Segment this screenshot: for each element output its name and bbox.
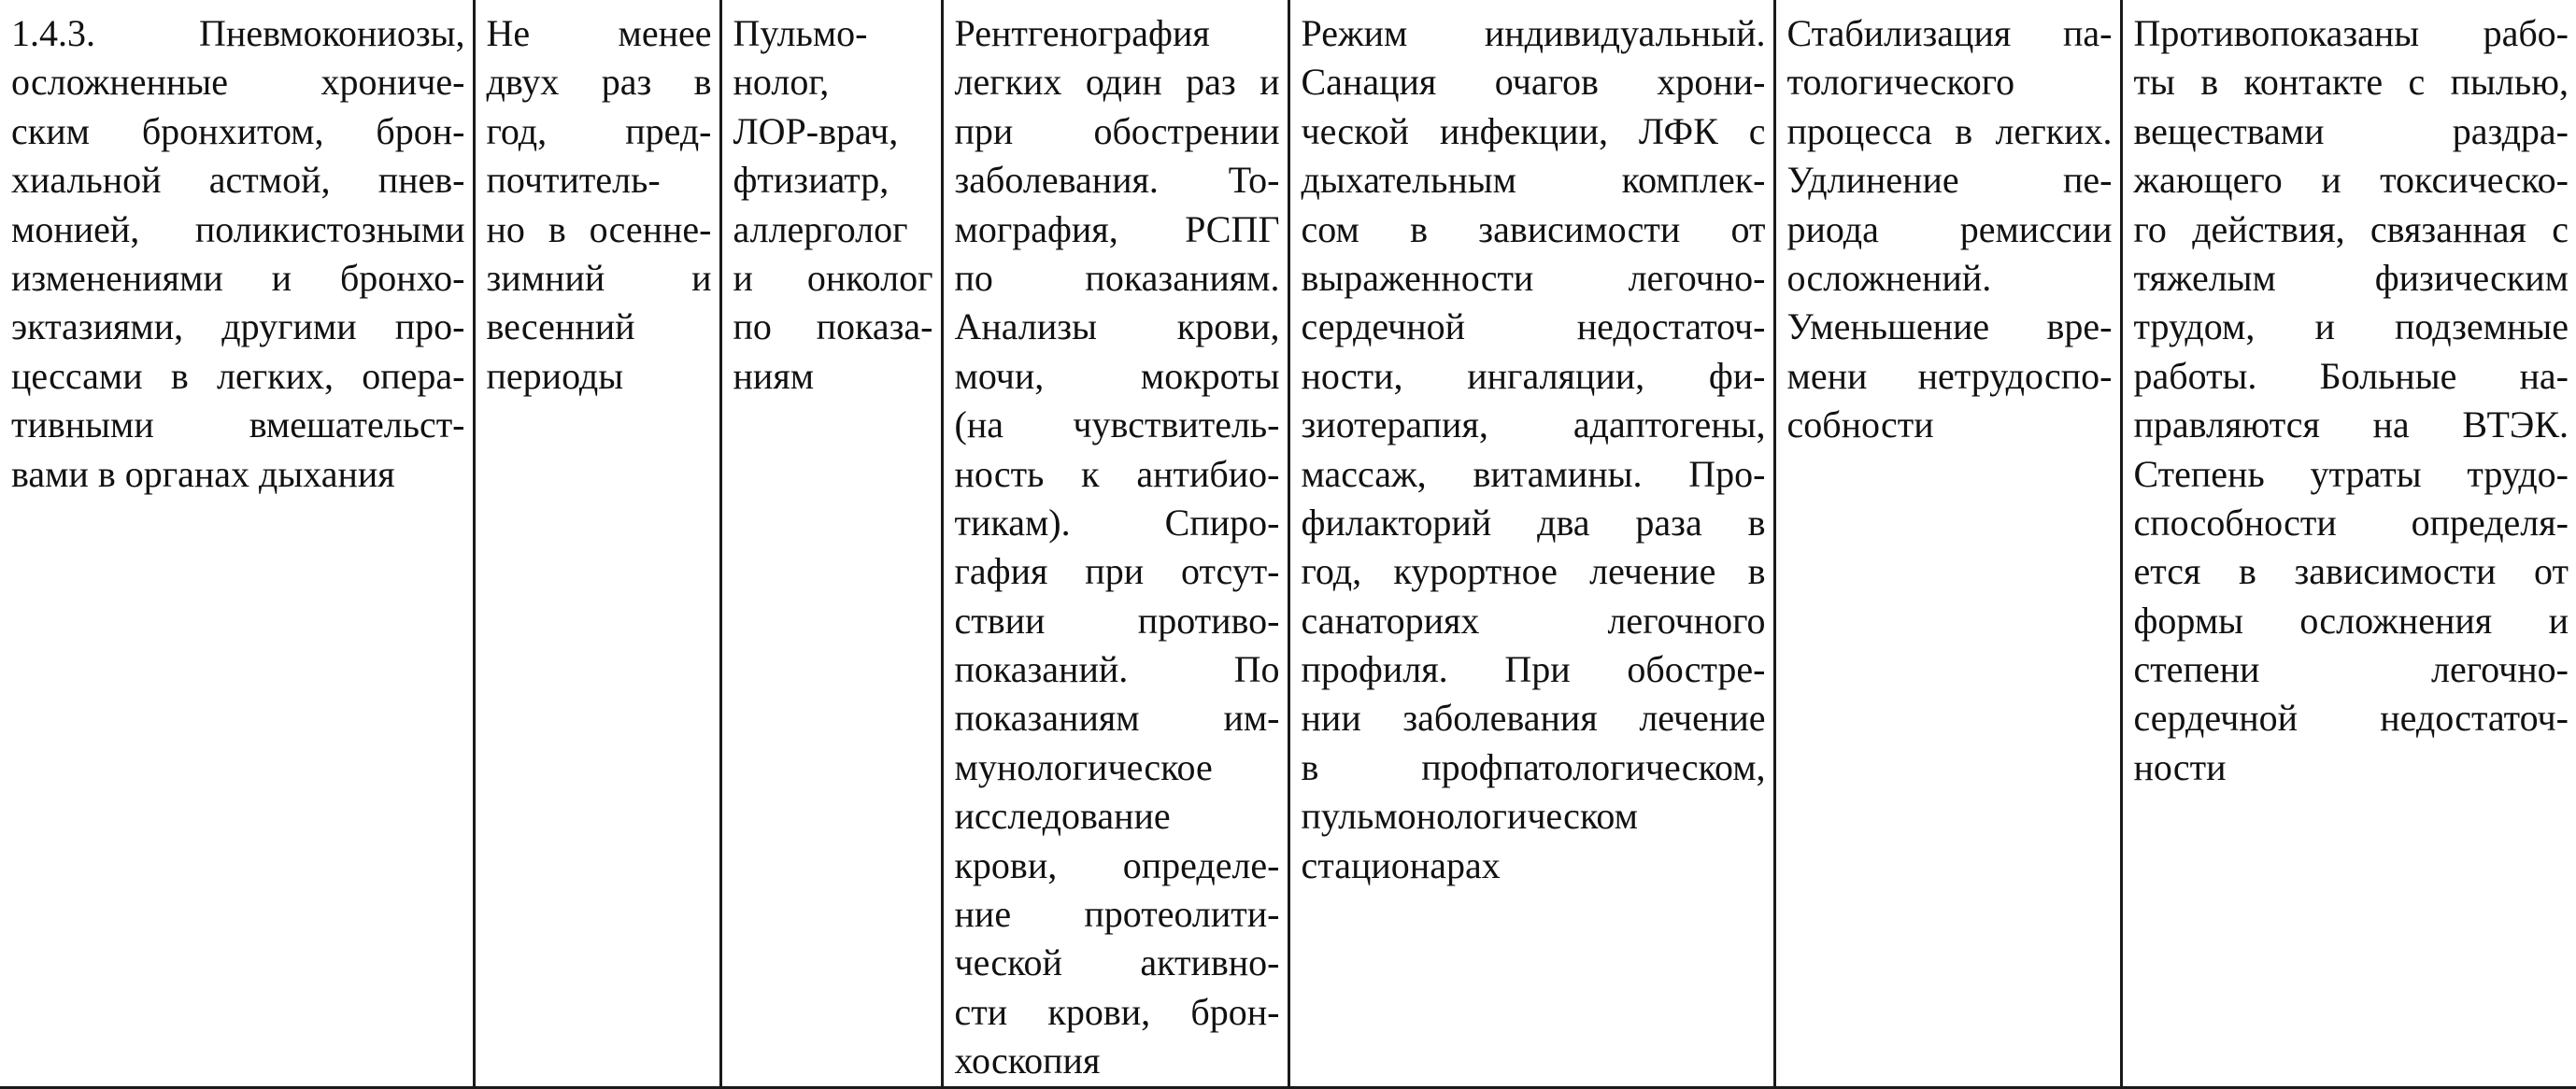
cell-text-line: крови, определе- xyxy=(955,842,1280,890)
diagnosis-cell xyxy=(0,0,474,1087)
cell-text-line: ЛОР-врач, xyxy=(733,107,933,156)
cell-text-line: год, пред- xyxy=(487,107,712,156)
cell-text-line: Санация очагов хрони- xyxy=(1302,58,1766,106)
frequency-text xyxy=(476,0,719,401)
cell-text-line: способности определя- xyxy=(2134,499,2569,547)
cell-text-line: Рентгенография xyxy=(955,9,1280,58)
cell-text-line: ние протеолити- xyxy=(955,890,1280,939)
cell-text-line: нолог, xyxy=(733,58,933,106)
treatment-text xyxy=(1290,0,1773,890)
cell-text-line: сердечной недостаточ- xyxy=(1302,303,1766,351)
cell-text-line: санаториях легочного xyxy=(1302,597,1766,645)
cell-text-line: Противопоказаны рабо- xyxy=(2134,9,2569,58)
cell-text-line: ется в зависимости от xyxy=(2134,547,2569,596)
cell-text-line: цессами в легких, опера- xyxy=(11,352,465,401)
cell-text-line: жающего и токсическо- xyxy=(2134,156,2569,205)
cell-text-line: ческой активно- xyxy=(955,939,1280,987)
work-capacity-cell xyxy=(2121,0,2576,1087)
cell-text-line: правляются на ВТЭК. xyxy=(2134,401,2569,449)
cell-text-line: ты в контакте с пылью, xyxy=(2134,58,2569,106)
cell-text-line: но в осенне- xyxy=(487,205,712,254)
cell-text-line: трудом, и подземные xyxy=(2134,303,2569,351)
cell-text-line: зимний и xyxy=(487,254,712,303)
cell-text-line: Степень утраты трудо- xyxy=(2134,450,2569,499)
cell-text-line: пульмонологическом xyxy=(1302,792,1766,841)
cell-text-line: год, курортное лечение в xyxy=(1302,547,1766,596)
cell-text-line: Анализы крови, xyxy=(955,303,1280,351)
cell-text-line: фтизиатр, xyxy=(733,156,933,205)
cell-text-line: ности xyxy=(2134,743,2569,792)
cell-text-line: Не менее xyxy=(487,9,712,58)
cell-text-line: мография, РСПГ xyxy=(955,205,1280,254)
cell-text-line: и онколог xyxy=(733,254,933,303)
cell-text-line: гафия при отсут- xyxy=(955,547,1280,596)
cell-text-line: периоды xyxy=(487,352,712,401)
cell-text-line: почтитель- xyxy=(487,156,712,205)
specialists-text xyxy=(722,0,941,401)
frequency-cell xyxy=(474,0,720,1087)
cell-text-line: сердечной недостаточ- xyxy=(2134,694,2569,742)
cell-text-line: ность к антибио- xyxy=(955,450,1280,499)
cell-text-line: массаж, витамины. Про- xyxy=(1302,450,1766,499)
cell-text-line: дыхательным комплек- xyxy=(1302,156,1766,205)
cell-text-line: сти крови, брон- xyxy=(955,988,1280,1037)
cell-text-line: показаниям им- xyxy=(955,694,1280,742)
cell-text-line: ствии противо- xyxy=(955,597,1280,645)
cell-text-line: ским бронхитом, брон- xyxy=(11,107,465,156)
cell-text-line: по показаниям. xyxy=(955,254,1280,303)
cell-text-line: тологического xyxy=(1787,58,2113,106)
examinations-cell xyxy=(942,0,1288,1087)
cell-text-line: легких один раз и xyxy=(955,58,1280,106)
cell-text-line: Уменьшение вре- xyxy=(1787,303,2113,351)
cell-text-line: профиля. При обостре- xyxy=(1302,645,1766,694)
cell-text-line: по показа- xyxy=(733,303,933,351)
cell-text-line: тивными вмешательст- xyxy=(11,401,465,449)
cell-text-line: исследование xyxy=(955,792,1280,841)
cell-text-line: Удлинение пе- xyxy=(1787,156,2113,205)
cell-text-line: тикам). Спиро- xyxy=(955,499,1280,547)
cell-text-line: выраженности легочно- xyxy=(1302,254,1766,303)
cell-text-line: монией, поликистозными xyxy=(11,205,465,254)
cell-text-line: осложнений. xyxy=(1787,254,2113,303)
cell-text-line: работы. Больные на- xyxy=(2134,352,2569,401)
cell-text-line: степени легочно- xyxy=(2134,645,2569,694)
cell-text-line: процесса в легких. xyxy=(1787,107,2113,156)
cell-text-line: Пульмо- xyxy=(733,9,933,58)
cell-text-line: мени нетрудоспо- xyxy=(1787,352,2113,401)
cell-text-line: при обострении xyxy=(955,107,1280,156)
outcome-text xyxy=(1776,0,2120,450)
cell-text-line: эктазиями, другими про- xyxy=(11,303,465,351)
cell-text-line: Стабилизация па- xyxy=(1787,9,2113,58)
cell-text-line: зиотерапия, адаптогены, xyxy=(1302,401,1766,449)
cell-text-line: двух раз в xyxy=(487,58,712,106)
cell-text-line: осложненные хрониче- xyxy=(11,58,465,106)
cell-text-line: ческой инфекции, ЛФК с xyxy=(1302,107,1766,156)
cell-text-line: аллерголог xyxy=(733,205,933,254)
cell-text-line: в профпатологическом, xyxy=(1302,743,1766,792)
cell-text-line: веществами раздра- xyxy=(2134,107,2569,156)
cell-text-line: формы осложнения и xyxy=(2134,597,2569,645)
cell-text-line: (на чувствитель- xyxy=(955,401,1280,449)
cell-text-line: стационарах xyxy=(1302,842,1766,890)
cell-text-line: хоскопия xyxy=(955,1037,1280,1085)
cell-text-line: хиальной астмой, пнев- xyxy=(11,156,465,205)
cell-text-line: 1.4.3. Пневмокониозы, xyxy=(11,9,465,58)
cell-text-line: сом в зависимости от xyxy=(1302,205,1766,254)
diagnosis-text xyxy=(0,0,473,499)
cell-text-line: филакторий два раза в xyxy=(1302,499,1766,547)
cell-text-line: ниям xyxy=(733,352,933,401)
cell-text-line: собности xyxy=(1787,401,2113,449)
cell-text-line: вами в органах дыхания xyxy=(11,450,465,499)
cell-text-line: весенний xyxy=(487,303,712,351)
treatment-cell xyxy=(1288,0,1774,1087)
cell-text-line: мочи, мокроты xyxy=(955,352,1280,401)
cell-text-line: мунологическое xyxy=(955,743,1280,792)
cell-text-line: го действия, связанная с xyxy=(2134,205,2569,254)
cell-text-line: нии заболевания лечение xyxy=(1302,694,1766,742)
outcome-cell xyxy=(1774,0,2121,1087)
cell-text-line: Режим индивидуальный. xyxy=(1302,9,1766,58)
cell-text-line: заболевания. То- xyxy=(955,156,1280,205)
cell-text-line: риода ремиссии xyxy=(1787,205,2113,254)
work-capacity-text xyxy=(2123,0,2576,792)
examinations-text xyxy=(944,0,1288,1086)
specialists-cell xyxy=(720,0,942,1087)
cell-text-line: ности, ингаляции, фи- xyxy=(1302,352,1766,401)
cell-text-line: тяжелым физическим xyxy=(2134,254,2569,303)
cell-text-line: изменениями и бронхо- xyxy=(11,254,465,303)
cell-text-line: показаний. По xyxy=(955,645,1280,694)
